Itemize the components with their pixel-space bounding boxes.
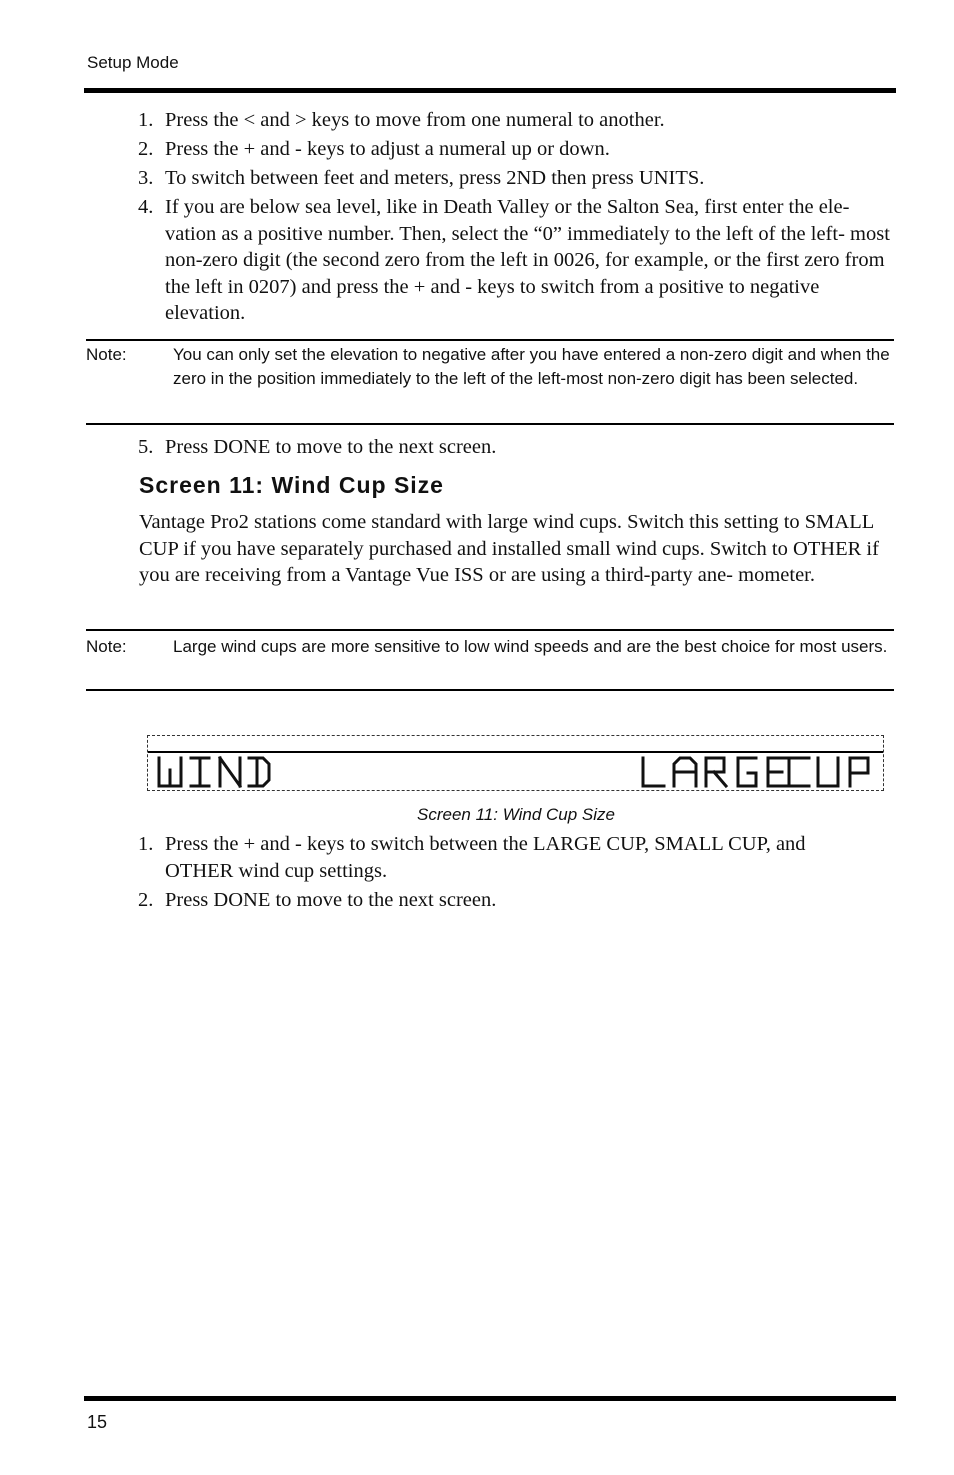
section-body: Vantage Pro2 stations come standard with large wind cups. Switch this setting to SMALL CUP if you have separately purchased and installed small wind cups. Switch to OTHER if you are receiving from a Vantage Vue ISS or are using a third-party ane- mometer. <box>139 511 879 586</box>
list-item <box>138 831 898 884</box>
step-number: 2. <box>138 138 154 160</box>
step-number: 4. <box>138 196 154 218</box>
list-item <box>138 887 898 914</box>
note-label: Note: <box>86 345 127 364</box>
steps-list-wind-cup <box>138 831 898 913</box>
figure-caption: Screen 11: Wind Cup Size <box>417 805 615 824</box>
steps-list-elevation <box>138 107 898 327</box>
note-text: You can only set the elevation to negative after you have entered a non-zero digit and when the zero in the position immediately to the left of the left-most non-zero digit has been selected. <box>173 345 890 388</box>
lcd-display <box>147 735 884 791</box>
list-item <box>138 136 898 163</box>
footer-rule <box>84 1396 896 1401</box>
header-rule <box>84 88 896 93</box>
step-text: To switch between feet and meters, press 2ND then press UNITS. <box>165 167 705 189</box>
note-rule-bottom <box>86 423 894 425</box>
note-text: Large wind cups are more sensitive to low wind speeds and are the best choice for most users. <box>173 637 888 656</box>
step-number: 1. <box>138 109 154 131</box>
step-text: If you are below sea level, like in Death Valley or the Salton Sea, first enter the ele- vation as a positive number. Then, select the “0” immediately to the left of the left- most non-zero digit (the second zero from the left in 0026, for example, or the first zero from the left in 0207) and press the + and - keys to switch from a positive to negative elevation. <box>165 196 890 324</box>
page-number: 15 <box>87 1412 108 1432</box>
step-text: Press the + and - keys to switch between the LARGE CUP, SMALL CUP, and OTHER wind cup settings. <box>165 833 806 882</box>
step-number: 1. <box>138 833 154 855</box>
note-rule-top <box>86 339 894 341</box>
step-text: Press DONE to move to the next screen. <box>165 436 497 458</box>
note-rule-bottom <box>86 689 894 691</box>
steps-list-done <box>138 434 898 461</box>
section-heading: Screen 11: Wind Cup Size <box>139 472 444 498</box>
step-text: Press DONE to move to the next screen. <box>165 888 497 911</box>
note-label: Note: <box>86 637 127 656</box>
list-item <box>138 434 898 461</box>
step-number: 5. <box>138 436 154 458</box>
list-item <box>138 107 898 134</box>
lcd-segment-text <box>148 736 882 789</box>
running-head: Setup Mode <box>87 53 179 72</box>
step-number: 2. <box>138 888 154 911</box>
step-text: Press the < and > keys to move from one numeral to another. <box>165 109 665 131</box>
step-text: Press the + and - keys to adjust a numeral up or down. <box>165 138 610 160</box>
note-elevation <box>86 343 894 391</box>
list-item <box>138 194 898 327</box>
list-item <box>138 165 898 192</box>
step-number: 3. <box>138 167 154 189</box>
note-rule-top <box>86 629 894 631</box>
note-wind-cups <box>86 635 894 659</box>
